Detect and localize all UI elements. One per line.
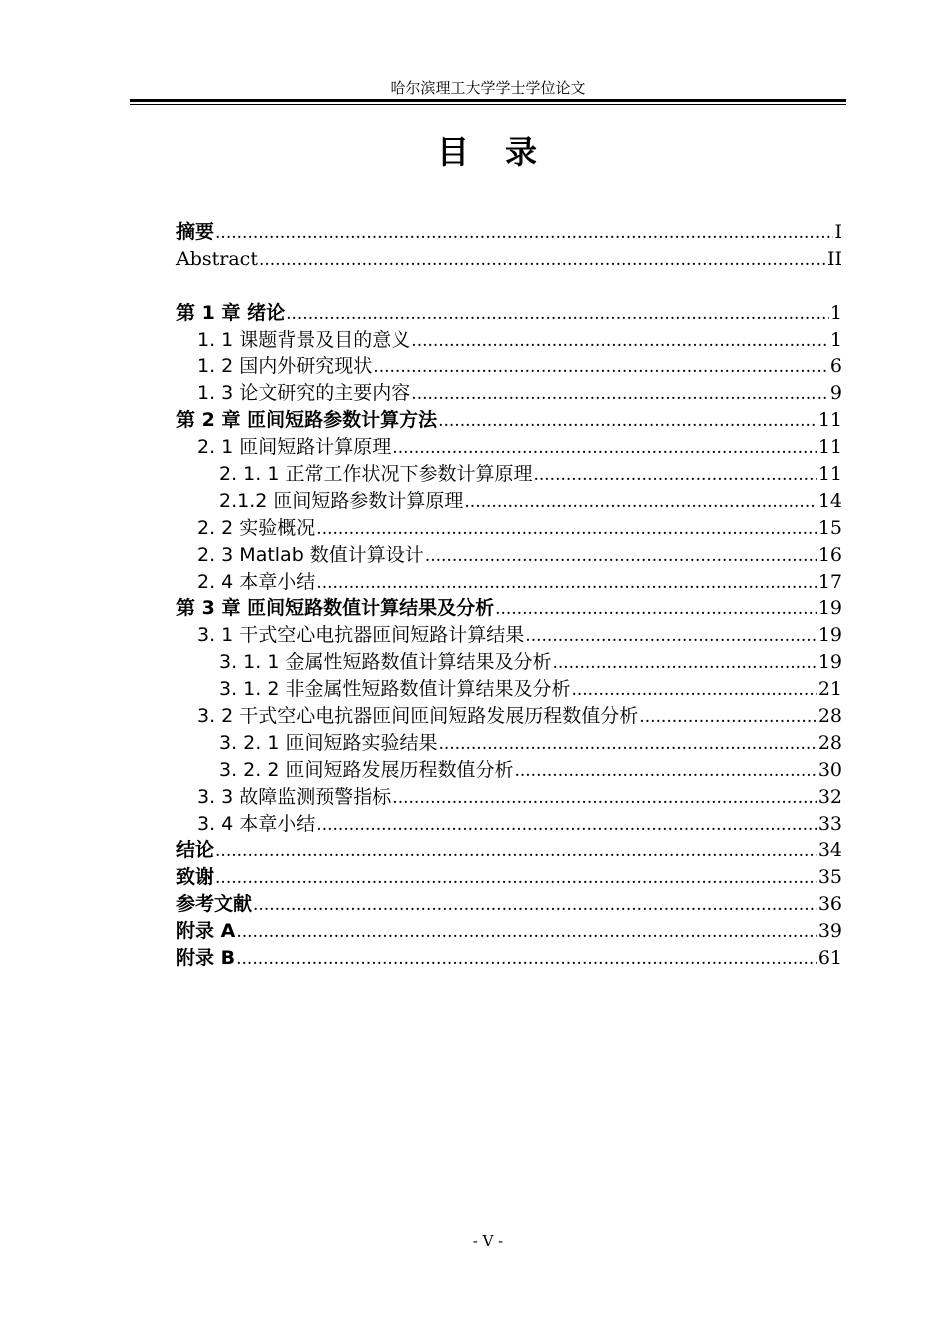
toc-entry-page: 34 [817, 839, 842, 862]
toc-entry-label: 3. 4 本章小结 [197, 812, 316, 835]
toc-entry-label: 第 1 章 绪论 [176, 301, 286, 324]
toc-entry[interactable] [176, 649, 842, 676]
toc-entry-label: 1. 3 论文研究的主要内容 [197, 382, 411, 405]
toc-entry-page: 17 [817, 570, 842, 593]
toc-entry-page: 28 [817, 731, 842, 754]
toc-entry-page: 35 [817, 866, 842, 889]
toc-entry-label: 2. 1. 1 正常工作状况下参数计算原理 [219, 463, 533, 486]
toc-entry[interactable] [176, 407, 842, 434]
toc-entry-page: 14 [817, 489, 842, 512]
toc-entry-page: 19 [817, 624, 842, 647]
toc-leader-dots [253, 892, 817, 919]
toc-leader-dots [411, 328, 829, 355]
toc-leader-dots [425, 543, 817, 570]
toc-entry-page: 1 [829, 328, 842, 351]
toc-entry-label: 2. 2 实验概况 [197, 516, 316, 539]
toc-entry-page: 32 [817, 785, 842, 808]
toc-entry-label: 摘要 [176, 221, 215, 243]
toc-entry-page: I [834, 221, 842, 243]
toc-entry-page: 11 [817, 463, 842, 486]
toc-leader-dots [215, 865, 817, 892]
toc-leader-dots [286, 301, 829, 328]
header-rule-thick [130, 99, 846, 102]
toc-entry-page: II [826, 247, 842, 270]
toc-entry[interactable] [176, 434, 842, 461]
toc-leader-dots [571, 677, 816, 704]
toc-entry-page: 16 [817, 543, 842, 566]
toc-leader-dots [639, 704, 817, 731]
toc-entry[interactable] [176, 461, 842, 488]
toc-entry-page: 6 [829, 355, 842, 378]
toc-entry[interactable] [176, 327, 842, 354]
toc-leader-dots [552, 650, 816, 677]
toc-entry-page: 11 [817, 436, 842, 459]
toc-entry-page: 19 [817, 597, 842, 620]
toc-entry[interactable] [176, 703, 842, 730]
toc-entry-page: 39 [817, 920, 842, 943]
toc-entry[interactable] [176, 945, 842, 972]
toc-entry[interactable] [176, 811, 842, 838]
toc-entry[interactable] [176, 622, 842, 649]
toc-entry-page: 21 [817, 678, 842, 701]
toc-leader-dots [438, 731, 816, 758]
toc-entry[interactable] [176, 595, 842, 622]
toc-entry-label: 3. 1 干式空心电抗器匝间短路计算结果 [197, 624, 525, 647]
toc-leader-dots [316, 516, 817, 543]
toc-leader-dots [236, 919, 816, 946]
toc-entry-page: 15 [817, 516, 842, 539]
toc-leader-dots [438, 408, 817, 435]
toc-leader-dots [411, 381, 829, 408]
toc-entry[interactable] [176, 676, 842, 703]
toc-entry-page: 1 [829, 301, 842, 324]
toc-leader-dots [236, 946, 817, 973]
toc-entry[interactable] [176, 515, 842, 542]
toc-entry-label: 3. 2. 1 匝间短路实验结果 [219, 731, 438, 754]
toc-leader-dots [533, 462, 816, 489]
toc-entry-label: 致谢 [176, 866, 215, 889]
toc-entry-label: 3. 2. 2 匝间短路发展历程数值分析 [219, 758, 514, 781]
toc-entry-label: 3. 1. 2 非金属性短路数值计算结果及分析 [219, 678, 571, 701]
toc-entry-label: 第 2 章 匝间短路参数计算方法 [176, 409, 438, 432]
toc-entry-label: 附录 B [176, 947, 236, 970]
toc-entry-label: 3. 1. 1 金属性短路数值计算结果及分析 [219, 651, 552, 674]
toc-entry[interactable] [176, 864, 842, 891]
running-header: 哈尔滨理工大学学士学位论文 [390, 79, 586, 97]
toc-entry-page: 33 [817, 812, 842, 835]
toc-leader-dots [259, 247, 826, 274]
toc-leader-dots [464, 489, 816, 516]
header-rule-thin [130, 104, 846, 105]
toc-entry[interactable] [176, 918, 842, 945]
toc-leader-dots [392, 435, 817, 462]
toc-leader-dots [495, 596, 817, 623]
toc-entry-page: 11 [817, 409, 842, 432]
toc-entry-label: 参考文献 [176, 893, 253, 916]
toc-entry-label: 1. 2 国内外研究现状 [197, 355, 373, 378]
toc-entry-label: 结论 [176, 839, 215, 862]
toc-entry[interactable] [176, 246, 842, 273]
toc-entry[interactable] [176, 542, 842, 569]
toc-entry[interactable] [176, 784, 842, 811]
toc-entry[interactable] [176, 488, 842, 515]
toc-entry-label: 3. 2 干式空心电抗器匝间匝间短路发展历程数值分析 [197, 705, 639, 728]
toc-entry[interactable] [176, 757, 842, 784]
toc-entry-label: 附录 A [176, 920, 236, 943]
toc-entry[interactable] [176, 353, 842, 380]
toc-entry-page: 19 [817, 651, 842, 674]
toc-entry-label: 第 3 章 匝间短路数值计算结果及分析 [176, 597, 495, 620]
toc-leader-dots [514, 758, 816, 785]
toc-leader-dots [215, 220, 833, 247]
toc-leader-dots [215, 838, 817, 865]
toc-entry-label: Abstract [176, 247, 258, 270]
toc-leader-dots [316, 812, 817, 839]
toc-entry[interactable] [176, 837, 842, 864]
toc-entry[interactable] [176, 380, 842, 407]
toc-entry[interactable] [176, 219, 842, 246]
toc-entry-page: 30 [817, 758, 842, 781]
toc-entry-label: 1. 1 课题背景及目的意义 [197, 328, 411, 351]
toc-leader-dots [316, 570, 817, 597]
toc-entry[interactable] [176, 891, 842, 918]
toc-entry-page: 28 [817, 705, 842, 728]
toc-entry-page: 9 [829, 382, 842, 405]
toc-leader-dots [525, 623, 817, 650]
page-number: - V - [472, 1232, 504, 1250]
page-title: 目 录 [436, 133, 539, 171]
toc-entry-label: 2. 1 匝间短路计算原理 [197, 436, 392, 459]
toc-entry-page: 61 [817, 947, 842, 970]
toc-entry[interactable] [176, 569, 842, 596]
toc-entry-label: 2.1.2 匝间短路参数计算原理 [219, 489, 464, 512]
toc-entry[interactable] [176, 730, 842, 757]
toc-entry[interactable] [176, 300, 842, 327]
toc-entry-label: 2. 4 本章小结 [197, 570, 316, 593]
toc-entry-page: 36 [817, 893, 842, 916]
table-of-contents [176, 219, 842, 972]
toc-entry-label: 3. 3 故障监测预警指标 [197, 785, 392, 808]
toc-entry-label: 2. 3 Matlab 数值计算设计 [197, 543, 424, 566]
toc-leader-dots [392, 785, 817, 812]
toc-leader-dots [373, 354, 829, 381]
